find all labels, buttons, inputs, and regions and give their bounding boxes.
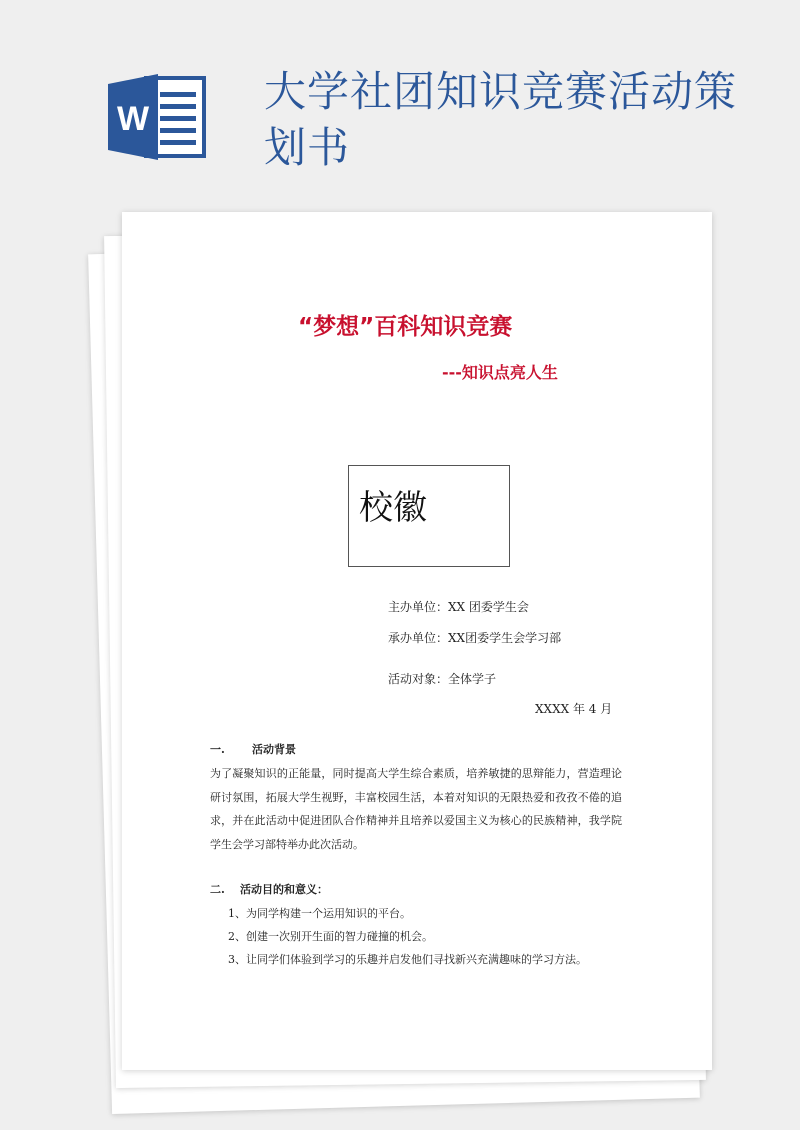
audience-line: 活动对象：全体学子 (388, 672, 497, 686)
document-subtitle: ---知识点亮人生 (442, 363, 558, 382)
school-emblem-placeholder (348, 465, 510, 567)
section-1-title: 活动背景 (252, 743, 296, 756)
document-page (122, 212, 712, 1070)
section-1-number: 一. (210, 743, 225, 756)
page-title: 大学社团知识竞赛活动策划书 (264, 67, 738, 172)
document-title: “梦想”百科知识竞赛 (298, 314, 513, 340)
list-item: 3、让同学们体验到学习的乐趣并启发他们寻找新兴充满趣味的学习方法。 (228, 953, 587, 966)
date-line: XXXX 年 4 月 (535, 702, 613, 716)
section-2-title: 活动目的和意义： (240, 883, 328, 896)
organizer-line: 主办单位：XX 团委学生会 (388, 600, 529, 614)
section-1-body: 为了凝聚知识的正能量，同时提高大学生综合素质，培养敏捷的思辩能力，营造理论研讨氛围，拓展大学生视野，丰富校园生活，本着对知识的无限热爱和孜孜不倦的追求，并在此活动中促进团队合作精神并且培养以爱国主义为核心的民族精神，我学院学生会学习部特举办此次活动。 (210, 767, 622, 851)
word-logo-letter: W (116, 100, 150, 138)
word-app-icon (108, 74, 208, 160)
section-2-number: 二. (210, 883, 225, 896)
list-item: 1、为同学构建一个运用知识的平台。 (228, 907, 411, 920)
emblem-label: 校徽 (359, 488, 427, 528)
list-item: 2、创建一次别开生面的智力碰撞的机会。 (228, 930, 433, 943)
undertaker-line: 承办单位：XX团委学生会学习部 (388, 631, 562, 645)
